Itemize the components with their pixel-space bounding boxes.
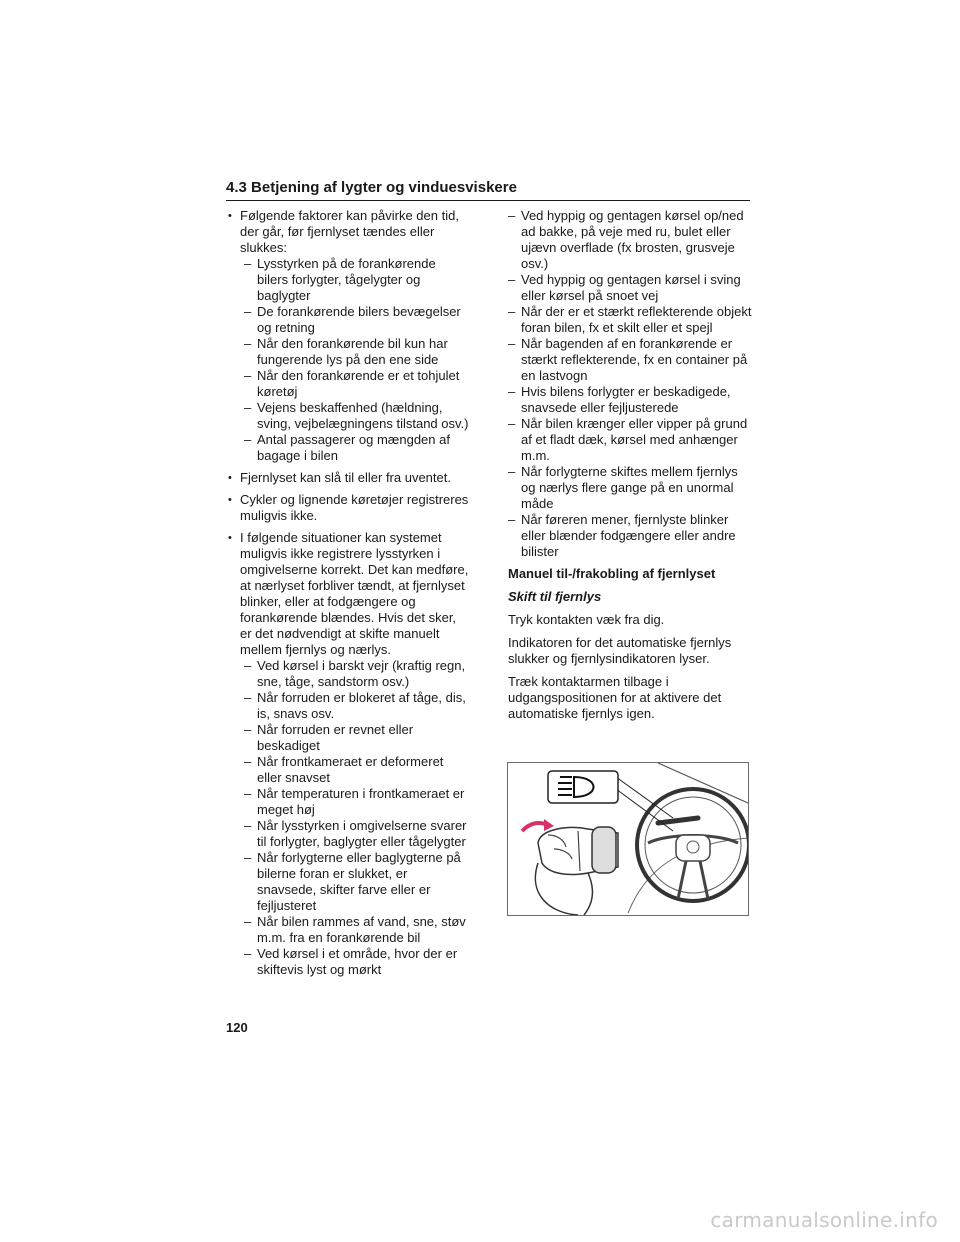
header-rule	[226, 200, 750, 201]
right-column	[508, 208, 754, 729]
dash-item: – Når forlygterne eller baglygterne på bilerne foran er slukket, er snavsede, skifter farve eller er fejljusteret	[244, 850, 470, 914]
dash-item: – Når bilen krænger eller vipper på grund af et fladt dæk, kørsel med anhænger m.m.	[508, 416, 754, 464]
dash-item: – Når føreren mener, fjernlyste blinker eller blænder fodgængere eller andre bilister	[508, 512, 754, 560]
section-heading: Manuel til-/frakobling af fjernlyset	[508, 566, 716, 581]
dash-item: – Lysstyrken på de forankørende bilers forlygter, tågelygter og baglygter	[244, 256, 470, 304]
bullet-text: • Cykler og lignende køretøjer registreres muligvis ikke.	[240, 492, 469, 523]
paragraph: Tryk kontakten væk fra dig.	[508, 612, 665, 627]
dash-list	[240, 256, 470, 464]
dash-item: – Ved kørsel i barskt vejr (kraftig regn, sne, tåge, sandstorm osv.)	[244, 658, 470, 690]
dash-list	[240, 658, 470, 978]
section-header	[226, 178, 750, 201]
dash-item: – Antal passagerer og mængden af bagage i bilen	[244, 432, 470, 464]
dash-item: – Når der er et stærkt reflekterende objekt foran bilen, fx et skilt eller et spejl	[508, 304, 754, 336]
high-beam-indicator-icon	[548, 771, 618, 803]
dash-item: – Når bilen rammes af vand, sne, støv m.m. fra en forankørende bil	[244, 914, 470, 946]
dash-item: – Ved hyppig og gentagen kørsel op/ned ad bakke, på veje med ru, bulet eller ujævn overflade (fx brosten, grusveje osv.)	[508, 208, 754, 272]
paragraph: Indikatoren for det automatiske fjernlys slukker og fjernlysindikatoren lyser.	[508, 635, 732, 666]
bullet-item	[228, 208, 470, 464]
dash-item: – Når forlygterne skiftes mellem fjernlys og nærlys flere gange på en unormal måde	[508, 464, 754, 512]
page-number: 120	[226, 1020, 248, 1035]
dash-item: – Når forruden er blokeret af tåge, dis, is, snavs osv.	[244, 690, 470, 722]
bullet-text: • Fjernlyset kan slå til eller fra uventet.	[240, 470, 451, 485]
paragraph: Træk kontaktarmen tilbage i udgangspositionen for at aktivere det automatiske fjernlys igen.	[508, 674, 722, 721]
steering-wheel	[637, 789, 748, 901]
dash-item: – Hvis bilens forlygter er beskadigede, snavsede eller fejljusterede	[508, 384, 754, 416]
bullet-item	[228, 530, 470, 978]
bullet-item	[228, 492, 470, 524]
dash-item: – Når frontkameraet er deformeret eller snavset	[244, 754, 470, 786]
dash-item: – Vejens beskaffenhed (hældning, sving, vejbelægningens tilstand osv.)	[244, 400, 470, 432]
watermark: carmanualsonline.info	[710, 1208, 938, 1232]
dash-item: – Når temperaturen i frontkameraet er meget høj	[244, 786, 470, 818]
bullet-text: • I følgende situationer kan systemet muligvis ikke registrere lysstyrken i omgivelserne korrekt. Det kan medføre, at nærlyset forbliver tændt, at fjernlyset blinker, eller at fodgængere og forankørende blændes. Hvis det sker, er det nødvendigt at skifte manuelt mellem fjernlys og nærlys.	[240, 530, 469, 657]
dash-item: – Ved kørsel i et område, hvor der er skiftevis lyst og mørkt	[244, 946, 470, 978]
dash-item: – Ved hyppig og gentagen kørsel i sving eller kørsel på snoet vej	[508, 272, 754, 304]
dash-item: – Når forruden er revnet eller beskadiget	[244, 722, 470, 754]
dash-item: – De forankørende bilers bevægelser og retning	[244, 304, 470, 336]
dash-item: – Når lysstyrken i omgivelserne svarer til forlygter, baglygter eller tågelygter	[244, 818, 470, 850]
dash-item: – Når bagenden af en forankørende er stærkt reflekterende, fx en container på en lastvogn	[508, 336, 754, 384]
subsection-heading: Skift til fjernlys	[508, 589, 602, 604]
bullet-item	[228, 470, 470, 486]
headlight-switch-illustration	[507, 762, 749, 916]
dash-item: – Når den forankørende er et tohjulet køretøj	[244, 368, 470, 400]
bullet-text: • Følgende faktorer kan påvirke den tid, der går, før fjernlyset tændes eller slukkes:	[240, 208, 459, 255]
section-title: 4.3 Betjening af lygter og vinduesviskere	[226, 179, 517, 196]
continued-dash-list	[508, 208, 754, 560]
dash-item: – Når den forankørende bil kun har fungerende lys på den ene side	[244, 336, 470, 368]
illustration-svg	[508, 763, 748, 915]
light-stalk	[658, 818, 698, 823]
hand-illustration	[535, 827, 618, 915]
left-column	[228, 208, 470, 984]
